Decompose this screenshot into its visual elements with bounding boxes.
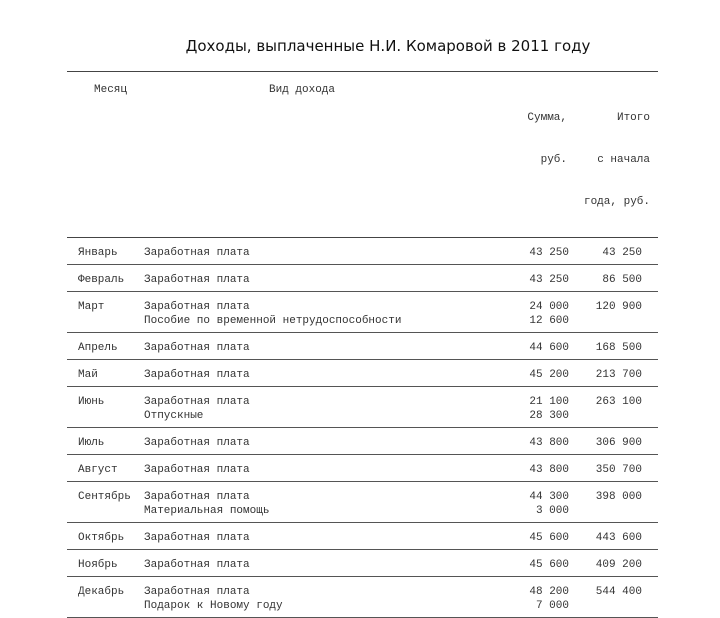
header-month: Месяц [94,84,128,96]
row-income-types [144,333,484,360]
row-sum: 48 200 [529,586,569,598]
row-income-types [144,523,484,550]
row-sum: 45 600 [529,532,569,544]
row-cumulative-total: 168 500 [595,342,642,354]
row-income-type: Подарок к Новому году [144,600,283,612]
row-income-types [144,238,484,265]
table-row [67,387,658,428]
table-row [67,482,658,523]
row-income-type: Заработная плата [144,532,250,544]
header-sum-line2: руб. [540,154,567,166]
row-income-types [144,360,484,387]
row-sum: 45 200 [529,369,569,381]
row-month: Июнь [78,396,105,408]
row-sums [484,550,569,577]
row-income-type: Заработная плата [144,301,250,313]
row-income-types [144,428,484,455]
row-sums [484,265,569,292]
table-row [67,455,658,482]
row-sums [484,292,569,333]
row-sum: 28 300 [529,410,569,422]
table-row [67,550,658,577]
row-month: Март [78,301,105,313]
row-cumulative-total: 443 600 [595,532,642,544]
row-month: Октябрь [78,532,125,544]
row-income-type: Заработная плата [144,491,250,503]
row-sum: 7 000 [535,600,569,612]
row-income-types [144,482,484,523]
row-sums [484,523,569,550]
row-sums [484,428,569,455]
row-sums [484,333,569,360]
row-income-types [144,387,484,428]
row-sum: 24 000 [529,301,569,313]
page-title: Доходы, выплаченные Н.И. Комаровой в 2011 году [185,37,591,55]
row-sum: 21 100 [529,396,569,408]
table-row [67,333,658,360]
table-row [67,360,658,387]
row-income-types [144,550,484,577]
row-month: Сентябрь [78,491,131,503]
row-month: Август [78,464,118,476]
row-cumulative-total: 409 200 [595,559,642,571]
row-cumulative-total: 398 000 [595,491,642,503]
row-income-type: Заработная плата [144,274,250,286]
row-cumulative-total: 350 700 [595,464,642,476]
row-month: Ноябрь [78,559,118,571]
header-sum-line1: Сумма, [527,112,567,124]
row-income-types [144,265,484,292]
table-header [67,72,658,238]
row-sums [484,455,569,482]
row-month: Январь [78,247,118,259]
row-sum: 12 600 [529,315,569,327]
row-sum: 3 000 [535,505,569,517]
table-row [67,577,658,618]
row-income-type: Заработная плата [144,464,250,476]
row-income-type: Заработная плата [144,586,250,598]
table-row [67,523,658,550]
row-sums [484,387,569,428]
row-sums [484,360,569,387]
header-sum [484,72,569,238]
header-income-type: Вид дохода [269,84,336,96]
row-month: Апрель [78,342,118,354]
row-sum: 43 250 [529,274,569,286]
row-sum: 44 600 [529,342,569,354]
row-income-type: Заработная плата [144,396,250,408]
row-income-type: Пособие по временной нетрудоспособности [144,315,402,327]
row-month: Февраль [78,274,125,286]
header-total-line3: года, руб. [583,196,650,208]
row-month: Май [78,369,98,381]
row-sum: 43 800 [529,464,569,476]
header-total [569,72,658,238]
row-income-type: Отпускные [144,410,204,422]
row-income-type: Заработная плата [144,247,250,259]
row-cumulative-total: 263 100 [595,396,642,408]
row-cumulative-total: 213 700 [595,369,642,381]
row-sum: 43 250 [529,247,569,259]
header-row [67,72,658,238]
row-income-types [144,455,484,482]
row-income-types [144,577,484,618]
income-table-container [67,71,656,618]
row-income-type: Заработная плата [144,437,250,449]
row-sum: 43 800 [529,437,569,449]
table-row [67,428,658,455]
row-income-types [144,292,484,333]
row-cumulative-total: 306 900 [595,437,642,449]
table-row [67,265,658,292]
row-month: Декабрь [78,586,125,598]
header-total-line1: Итого [616,112,650,124]
table-row [67,292,658,333]
row-sum: 45 600 [529,559,569,571]
row-sum: 44 300 [529,491,569,503]
row-cumulative-total: 86 500 [602,274,642,286]
row-cumulative-total: 544 400 [595,586,642,598]
row-cumulative-total: 120 900 [595,301,642,313]
table-body [67,238,658,618]
row-income-type: Заработная плата [144,369,250,381]
table-row [67,238,658,265]
row-sums [484,482,569,523]
income-table [67,71,658,618]
row-income-type: Заработная плата [144,342,250,354]
row-sums [484,577,569,618]
row-month: Июль [78,437,105,449]
header-total-line2: с начала [597,154,650,166]
row-cumulative-total: 43 250 [602,247,642,259]
row-income-type: Материальная помощь [144,505,270,517]
row-sums [484,238,569,265]
row-income-type: Заработная плата [144,559,250,571]
